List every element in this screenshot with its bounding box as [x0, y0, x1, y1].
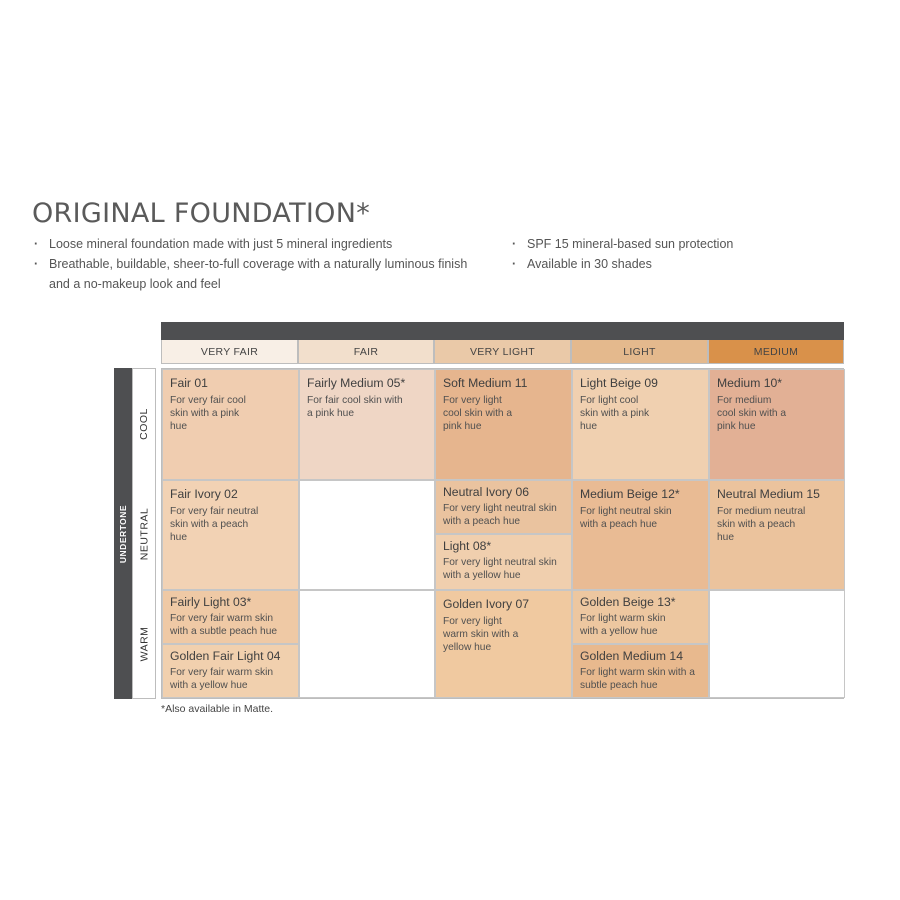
shade-name: Medium Beige 12*: [580, 487, 680, 501]
shade-name: Medium 10*: [717, 376, 783, 390]
shade-description: For light warm skin with a subtle peach hue: [580, 667, 695, 691]
shade-name: Neutral Medium 15: [717, 487, 820, 501]
shade-cell: [435, 590, 572, 698]
empty-cell: [299, 480, 435, 590]
shade-description: For very light warm skin with a yellow hue: [443, 616, 519, 653]
page-title: ORIGINAL FOUNDATION*: [32, 198, 370, 229]
shade-name: Golden Beige 13*: [580, 595, 676, 609]
table-top-bar: [161, 322, 844, 340]
row-label-cool: COOL: [138, 407, 151, 440]
footnote: *Also available in Matte.: [161, 703, 274, 715]
shade-cell: [435, 534, 572, 590]
shade-cell: [162, 590, 299, 644]
shade-description: For very fair warm skin with a yellow hue: [170, 667, 274, 691]
empty-cell: [299, 590, 435, 698]
shade-name: Soft Medium 11: [443, 376, 528, 390]
undertone-label: UNDERTONE: [118, 504, 128, 563]
shade-cell: [299, 369, 435, 480]
shade-name: Light Beige 09: [580, 376, 658, 390]
shade-name: Golden Ivory 07: [443, 597, 530, 611]
feature-item: · SPF 15 mineral-based sun protection: [510, 234, 850, 254]
shade-description: For light cool skin with a pink hue: [580, 395, 650, 432]
shade-name: Golden Medium 14: [580, 649, 683, 663]
shade-cell: [435, 369, 572, 480]
shade-description: For medium neutral skin with a peach hue: [717, 506, 806, 543]
shade-description: For very light neutral skin with a yellow hue: [443, 557, 557, 581]
shade-description: For very fair cool skin with a pink hue: [170, 395, 246, 432]
shade-description: For very light neutral skin with a peach hue: [443, 503, 557, 527]
shade-cell: [162, 369, 299, 480]
shade-cell: [162, 644, 299, 698]
feature-item: · Available in 30 shades: [510, 254, 850, 274]
shade-cell: [572, 369, 709, 480]
shade-description: For fair cool skin with a pink hue: [307, 395, 403, 419]
column-header-very-fair: VERY FAIR: [161, 340, 298, 364]
shade-name: Neutral Ivory 06: [443, 485, 530, 499]
shade-description: For very fair warm skin with a subtle peach hue: [170, 613, 278, 637]
feature-list-left: [32, 234, 472, 294]
column-header-light: LIGHT: [571, 340, 708, 364]
empty-cell: [709, 590, 845, 698]
row-label-warm: WARM: [138, 626, 151, 662]
shade-description: For medium cool skin with a pink hue: [717, 395, 787, 432]
shade-name: Fairly Medium 05*: [307, 376, 406, 390]
shade-cell: [572, 644, 709, 698]
shade-cell: [709, 369, 845, 480]
shade-cell: [709, 480, 845, 590]
shade-cell: [572, 590, 709, 644]
row-label-neutral: NEUTRAL: [138, 507, 151, 561]
feature-item: · Breathable, buildable, sheer-to-full coverage with a naturally luminous finish and a no-makeup look and feel: [32, 254, 472, 294]
column-header-medium: MEDIUM: [708, 340, 844, 364]
shade-grid: [161, 368, 844, 699]
column-header-very-light: VERY LIGHT: [434, 340, 571, 364]
shade-name: Fairly Light 03*: [170, 595, 252, 609]
shade-name: Fair Ivory 02: [170, 487, 238, 501]
shade-cell: [435, 480, 572, 534]
shade-name: Light 08*: [443, 539, 492, 553]
shade-name: Fair 01: [170, 376, 208, 390]
shade-name: Golden Fair Light 04: [170, 649, 281, 663]
feature-list-right: [510, 234, 850, 274]
shade-description: For light warm skin with a yellow hue: [580, 613, 666, 637]
column-header-fair: FAIR: [298, 340, 434, 364]
shade-cell: [572, 480, 709, 590]
shade-description: For very light cool skin with a pink hue: [443, 395, 513, 432]
shade-description: For very fair neutral skin with a peach hue: [170, 506, 259, 543]
shade-cell: [162, 480, 299, 590]
shade-description: For light neutral skin with a peach hue: [580, 506, 672, 530]
feature-item: · Loose mineral foundation made with just 5 mineral ingredients: [32, 234, 472, 254]
